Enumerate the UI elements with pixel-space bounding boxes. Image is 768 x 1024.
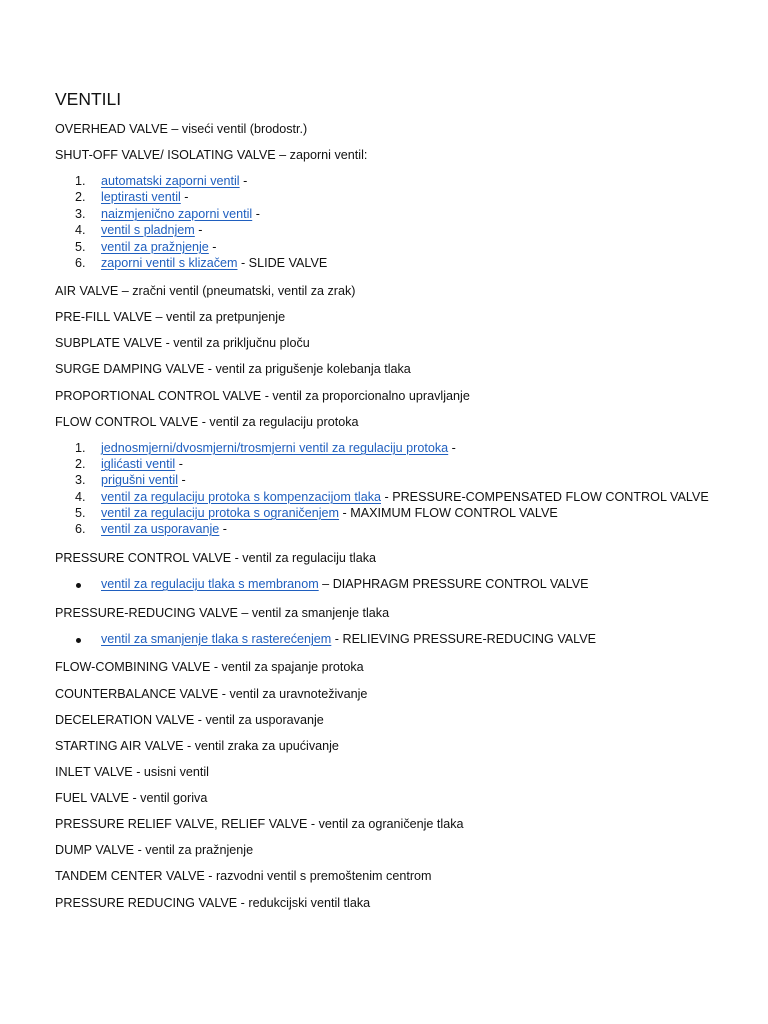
list-item-suffix: - PRESSURE-COMPENSATED FLOW CONTROL VALVE [381, 490, 709, 504]
document-title: VENTILI [55, 89, 122, 109]
list-item-suffix: - [252, 207, 260, 221]
inlet-valve-line: INLET VALVE - usisni ventil [55, 765, 209, 779]
list-number: 5. [75, 506, 86, 520]
proportional-control-valve-line: PROPORTIONAL CONTROL VALVE - ventil za proporcionalno upravljanje [55, 389, 470, 403]
list-number: 2. [75, 457, 86, 471]
dump-valve-line: DUMP VALVE - ventil za pražnjenje [55, 843, 254, 857]
pressure-reducing-valve-heading: PRESSURE-REDUCING VALVE – ventil za smanjenje tlaka [55, 606, 390, 620]
shutoff-link-pladanj[interactable]: ventil s pladnjem [101, 223, 195, 237]
pressure-control-link-membrana[interactable]: ventil za regulaciju tlaka s membranom [101, 577, 319, 591]
flow-link-iglicasti[interactable]: iglićasti ventil [101, 457, 176, 471]
list-item-suffix: - [194, 223, 203, 237]
pressure-control-valve-heading: PRESSURE CONTROL VALVE - ventil za regulaciju tlaka [55, 551, 377, 565]
list-number: 6. [75, 256, 86, 270]
flow-combining-valve-line: FLOW-COMBINING VALVE - ventil za spajanje protoka [55, 660, 364, 674]
list-item-suffix: - [175, 457, 183, 471]
list-number: 3. [75, 207, 86, 221]
list-item-suffix: - [180, 190, 189, 204]
list-number: 1. [75, 441, 86, 455]
surge-damping-valve-line: SURGE DAMPING VALVE - ventil za prigušenje kolebanja tlaka [55, 362, 411, 376]
shutoff-valve-heading: SHUT-OFF VALVE/ ISOLATING VALVE – zaporni ventil: [55, 148, 368, 162]
fuel-valve-line: FUEL VALVE - ventil goriva [55, 791, 208, 805]
list-item-suffix: - SLIDE VALVE [237, 256, 328, 270]
list-item-suffix: – DIAPHRAGM PRESSURE CONTROL VALVE [318, 577, 589, 591]
tandem-center-valve-line: TANDEM CENTER VALVE - razvodni ventil s premoštenim centrom [55, 869, 432, 883]
counterbalance-valve-line: COUNTERBALANCE VALVE - ventil za uravnoteživanje [55, 687, 368, 701]
flow-link-usporavanje[interactable]: ventil za usporavanje [101, 522, 220, 536]
list-number: 3. [75, 473, 86, 487]
list-number: 2. [75, 190, 86, 204]
shutoff-link-automatski[interactable]: automatski zaporni ventil [101, 174, 240, 188]
flow-link-ogranicenje[interactable]: ventil za regulaciju protoka s ograničenjem [101, 506, 340, 520]
pressure-reducing-link-rasterecenje[interactable]: ventil za smanjenje tlaka s rasterećenjem [101, 632, 332, 646]
list-item-suffix: - [448, 441, 456, 455]
overhead-valve-line: OVERHEAD VALVE – viseći ventil (brodostr.) [55, 122, 308, 136]
list-number: 4. [75, 490, 86, 504]
deceleration-valve-line: DECELERATION VALVE - ventil za usporavanje [55, 713, 324, 727]
flow-link-kompenzacija[interactable]: ventil za regulaciju protoka s kompenzacijom tlaka [101, 490, 381, 504]
pre-fill-valve-line: PRE-FILL VALVE – ventil za pretpunjenje [55, 310, 286, 324]
list-item-suffix: - [219, 522, 228, 536]
list-item-suffix: - RELIEVING PRESSURE-REDUCING VALVE [331, 632, 597, 646]
flow-control-valve-heading: FLOW CONTROL VALVE - ventil za regulaciju protoka [55, 415, 359, 429]
starting-air-valve-line: STARTING AIR VALVE - ventil zraka za upućivanje [55, 739, 339, 753]
bullet-icon [76, 638, 81, 643]
list-item-suffix: - [208, 240, 217, 254]
list-number: 6. [75, 522, 86, 536]
flow-link-jednosmjerni[interactable]: jednosmjerni/dvosmjerni/trosmjerni ventil za regulaciju protoka [101, 441, 449, 455]
list-number: 5. [75, 240, 86, 254]
list-number: 1. [75, 174, 86, 188]
shutoff-link-klizac[interactable]: zaporni ventil s klizačem [101, 256, 238, 270]
shutoff-link-praznjenje[interactable]: ventil za pražnjenje [101, 240, 209, 254]
list-item-suffix: - [239, 174, 248, 188]
pressure-relief-valve-line: PRESSURE RELIEF VALVE, RELIEF VALVE - ventil za ograničenje tlaka [55, 817, 464, 831]
list-item-suffix: - MAXIMUM FLOW CONTROL VALVE [339, 506, 558, 520]
air-valve-line: AIR VALVE – zračni ventil (pneumatski, ventil za zrak) [55, 284, 356, 298]
list-number: 4. [75, 223, 86, 237]
flow-link-prigusni[interactable]: prigušni ventil [101, 473, 179, 487]
pressure-reducing-valve-line: PRESSURE REDUCING VALVE - redukcijski ventil tlaka [55, 896, 371, 910]
list-item-suffix: - [178, 473, 186, 487]
shutoff-link-leptirasti[interactable]: leptirasti ventil [101, 190, 181, 204]
bullet-icon [76, 583, 81, 588]
subplate-valve-line: SUBPLATE VALVE - ventil za priključnu ploču [55, 336, 310, 350]
shutoff-link-naizmjenicno[interactable]: naizmjenično zaporni ventil [101, 207, 253, 221]
